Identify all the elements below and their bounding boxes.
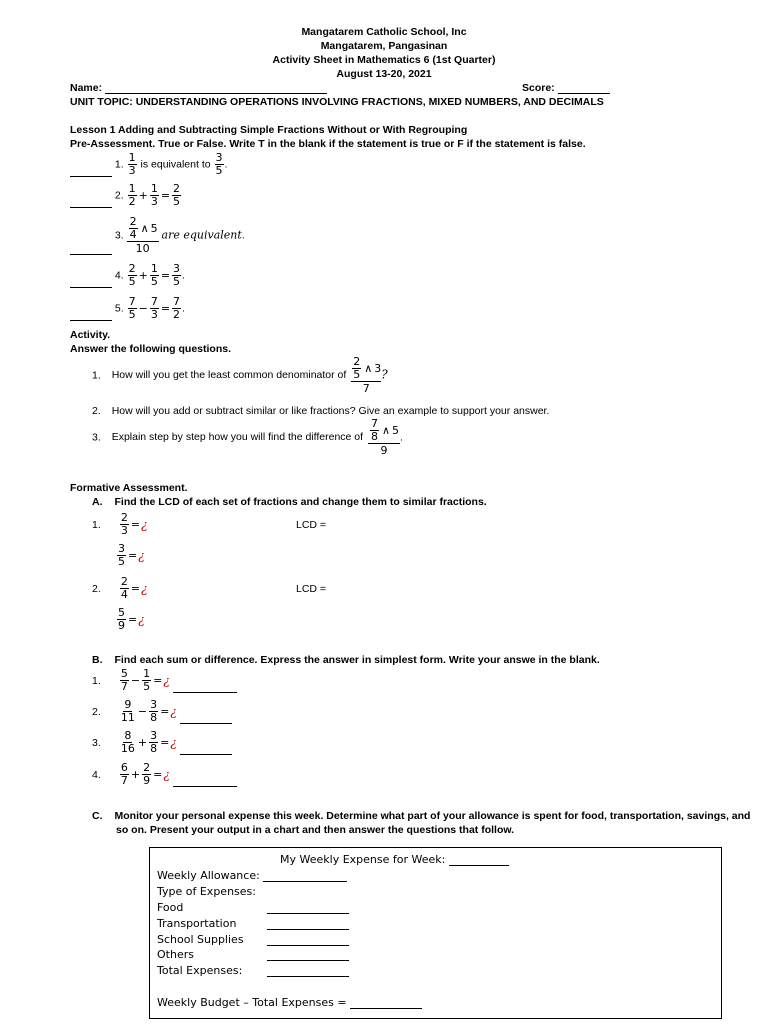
fraction: $\frac{1}{3}$ — [128, 151, 136, 177]
pre-item-4: 4. $\frac{2}{5}$ + $\frac{1}{5}$ = $\frac{3}{5}$ . — [70, 263, 185, 288]
section-a-item-2b: $\frac{5}{9}$ =¿ — [118, 606, 145, 632]
section-c-line-2: so on. Present your output in a chart and then answer the questions that follow. — [116, 824, 515, 836]
name-field[interactable] — [70, 82, 327, 94]
budget-row: Weekly Budget – Total Expenses = — [157, 996, 422, 1009]
food-blank[interactable] — [267, 901, 349, 914]
section-b-item-4: 4. $\frac{6}{7}$ + $\frac{2}{9}$ =¿ — [92, 762, 237, 787]
pre-item-5: 5. $\frac{7}{5}$ − $\frac{7}{3}$ = $\frac{7}{2}$ . — [70, 296, 185, 321]
unit-topic: UNIT TOPIC: UNDERSTANDING OPERATIONS INVOLVING FRACTIONS, MIXED NUMBERS, AND DECIMALS — [70, 96, 604, 108]
activity-question-3: 3. Explain step by step how you will find the difference of $\frac{7}{8}$ ∧ 5 9 . — [92, 417, 403, 457]
transportation-blank[interactable] — [267, 917, 349, 930]
total-blank[interactable] — [267, 964, 349, 977]
answer-blank[interactable] — [70, 242, 112, 255]
section-b-item-1: 1. $\frac{5}{7}$ − $\frac{1}{5}$ =¿ — [92, 668, 237, 693]
section-b-item-3: 3. $\frac{8}{16}$ + $\frac{3}{8}$ =¿ — [92, 730, 232, 755]
answer-blank[interactable] — [70, 195, 112, 208]
pre-item-1: 1. $\frac{1}{3}$ is equivalent to $\frac{3}{5}$ . — [70, 152, 227, 177]
score-blank[interactable] — [558, 83, 610, 94]
score-field[interactable] — [522, 82, 610, 94]
activity-title: Activity. — [70, 329, 111, 341]
section-a-item-1b: $\frac{3}{5}$ =¿ — [118, 542, 145, 568]
name-label: Name: — [70, 82, 103, 94]
expense-row-transportation: Transportation — [157, 917, 237, 930]
answer-blank[interactable] — [173, 680, 237, 693]
pre-item-2: 2. $\frac{1}{2}$ + $\frac{1}{3}$ = $\frac{2}{5}$ — [70, 183, 182, 208]
budget-blank[interactable] — [350, 998, 422, 1009]
pre-item-3: 3. $\frac{2}{4}$ ∧ 5 10 are equivalent. — [70, 216, 245, 255]
section-a-item-2: 2. $\frac{2}{4}$ =¿ — [92, 575, 148, 601]
section-b-item-2: 2. $\frac{9}{11}$ − $\frac{3}{8}$ =¿ — [92, 699, 232, 724]
allowance-row: Weekly Allowance: — [157, 869, 347, 882]
score-label: Score: — [522, 82, 555, 94]
expense-title: My Weekly Expense for Week: — [280, 853, 509, 866]
expense-row-school-supplies: School Supplies — [157, 933, 244, 946]
answer-blank[interactable] — [70, 308, 112, 321]
compound-fraction: $\frac{2}{4}$ ∧ 5 10 — [127, 216, 159, 255]
lesson-title: Lesson 1 Adding and Subtracting Simple Fractions Without or With Regrouping — [70, 124, 468, 136]
answer-blank[interactable] — [180, 711, 232, 724]
answer-blank[interactable] — [70, 275, 112, 288]
expense-row-total: Total Expenses: — [157, 964, 243, 977]
sheet-date: August 13-20, 2021 — [336, 68, 432, 80]
section-c-heading: C. Monitor your personal expense this week. Determine what part of your allowance is spent for food, transportation, savings, and — [92, 810, 751, 822]
answer-blank[interactable] — [70, 164, 112, 177]
types-label: Type of Expenses: — [157, 885, 256, 898]
fraction: $\frac{1}{2}$ — [128, 182, 136, 208]
section-a-heading: A. Find the LCD of each set of fractions and change them to similar fractions. — [92, 496, 487, 508]
activity-instruction: Answer the following questions. — [70, 343, 232, 355]
others-blank[interactable] — [267, 948, 349, 961]
formative-title: Formative Assessment. — [70, 482, 188, 494]
answer-blank[interactable] — [173, 774, 237, 787]
school-supplies-blank[interactable] — [267, 933, 349, 946]
lcd-label-2: LCD = — [296, 583, 327, 595]
lcd-label-1: LCD = — [296, 519, 327, 531]
section-b-heading: B. Find each sum or difference. Express the answer in simplest form. Write your answe in the blank. — [92, 654, 600, 666]
week-blank[interactable] — [449, 855, 509, 866]
fraction: $\frac{3}{5}$ — [215, 151, 223, 177]
pre-assessment-instruction: Pre-Assessment. True or False. Write T in the blank if the statement is true or F if the statement is false. — [70, 138, 586, 150]
fraction: $\frac{1}{3}$ — [150, 182, 158, 208]
sheet-title: Activity Sheet in Mathematics 6 (1st Quarter) — [272, 54, 496, 66]
name-blank[interactable] — [105, 83, 327, 94]
fraction: $\frac{2}{5}$ — [173, 182, 181, 208]
school-location: Mangatarem, Pangasinan — [320, 40, 448, 52]
activity-question-2: 2. How will you add or subtract similar or like fractions? Give an example to support your answer. — [92, 405, 550, 417]
activity-question-1: 1. How will you get the least common denominator of $\frac{2}{5}$ ∧ 3 7 ? — [92, 355, 388, 395]
section-a-item-1: 1. $\frac{2}{3}$ =¿ — [92, 511, 148, 537]
allowance-blank[interactable] — [263, 871, 347, 882]
answer-blank[interactable] — [180, 742, 232, 755]
school-name: Mangatarem Catholic School, Inc — [301, 26, 467, 38]
weekly-expense-box — [149, 847, 722, 1019]
expense-row-food: Food — [157, 901, 184, 914]
expense-row-others: Others — [157, 948, 194, 961]
